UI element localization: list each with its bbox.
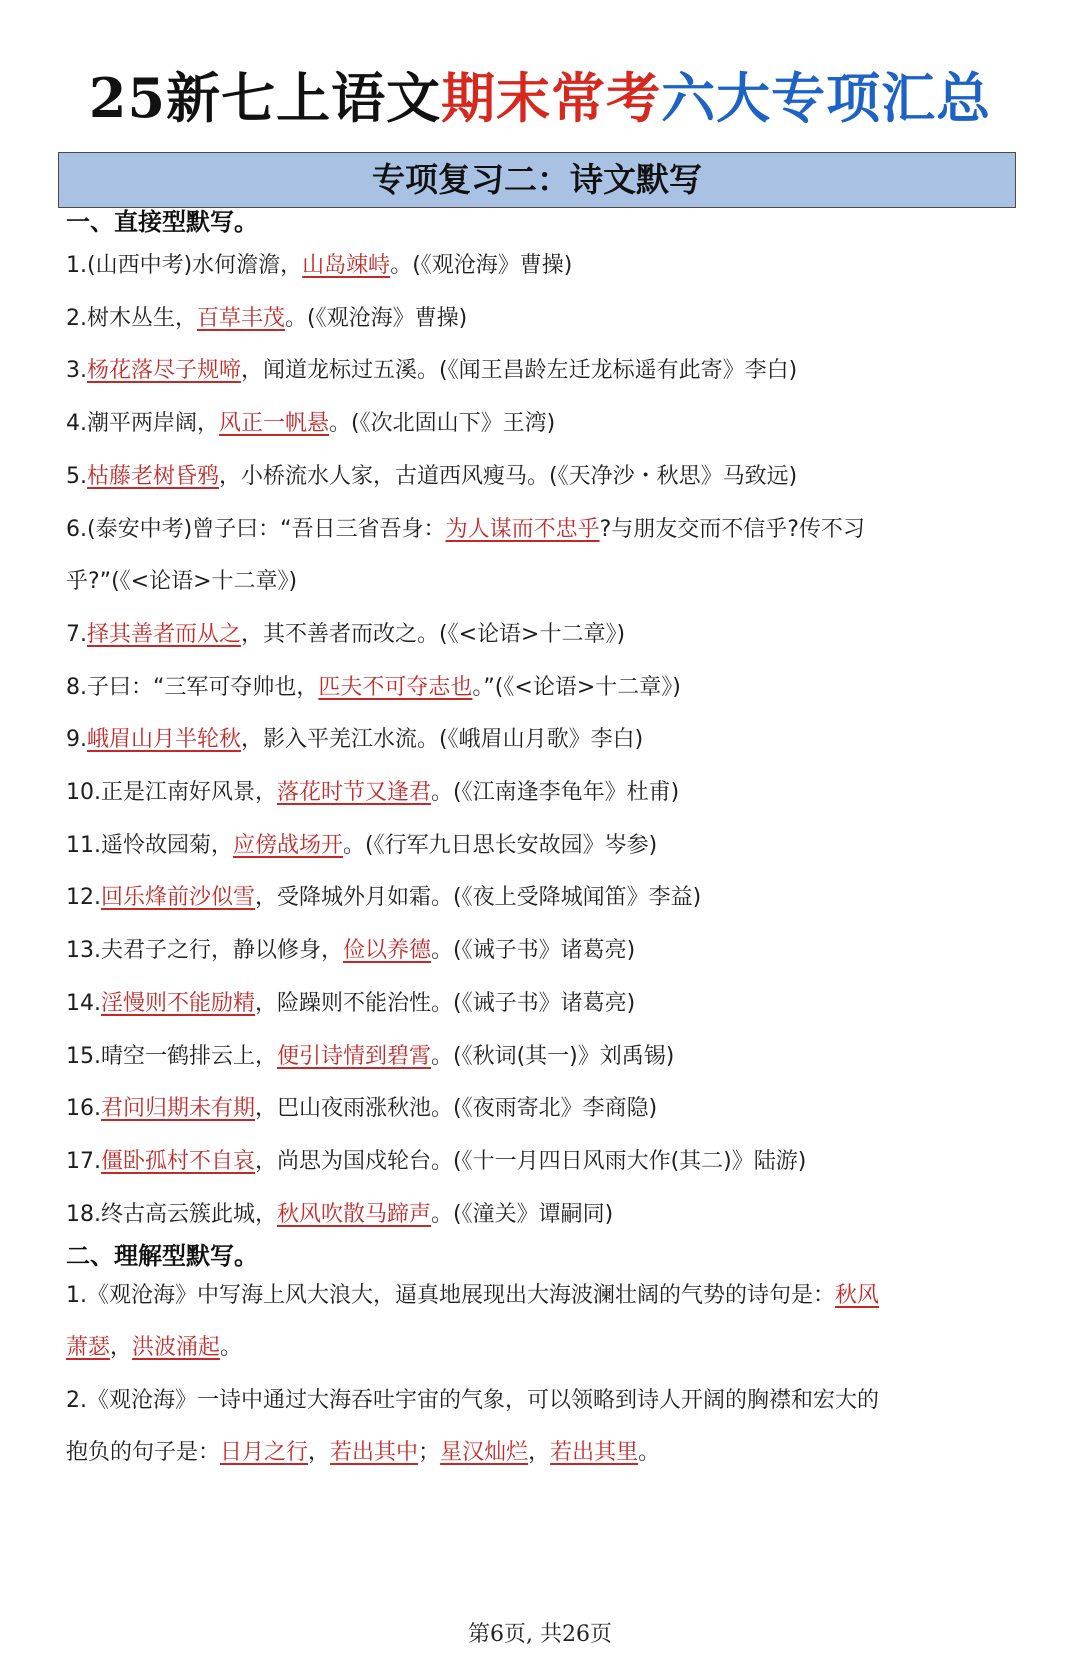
answer-text: 便引诗情到碧霄 — [277, 1043, 432, 1069]
prompt-text: 6.(泰安中考)曾子曰：“吾日三省吾身： — [66, 516, 446, 542]
prompt-text: 18.终古高云簇此城， — [66, 1201, 277, 1227]
prompt-text: 15.晴空一鹤排云上， — [66, 1043, 277, 1069]
prompt-text: 17. — [66, 1148, 101, 1174]
title-part-2: 期末常考 — [441, 66, 662, 130]
list-item — [66, 1332, 1006, 1364]
prompt-text: 14. — [66, 990, 101, 1016]
prompt-text: ，巴山夜雨涨秋池。(《夜雨寄北》李商隐) — [255, 1096, 658, 1122]
prompt-text: 13.夫君子之行，静以修身， — [66, 938, 343, 964]
list-item — [66, 935, 1006, 967]
prompt-text: 1.《观沧海》中写海上风大浪大，逼真地展现出大海波澜壮阔的气势的诗句是： — [66, 1283, 835, 1308]
list-item — [66, 619, 1006, 651]
prompt-text: ， — [528, 1440, 551, 1465]
prompt-text: 7. — [66, 621, 87, 647]
prompt-text: ?与朋友交而不信乎?传不习 — [599, 516, 865, 542]
prompt-text: 11.遥怜故园菊， — [66, 832, 233, 858]
answer-text: 择其善者而从之 — [87, 621, 242, 647]
prompt-text: 。(《潼关》谭嗣同) — [431, 1201, 614, 1227]
list-item — [66, 882, 1006, 914]
answer-text: 日月之行 — [220, 1440, 309, 1465]
section-1-heading: 一、直接型默写。 — [66, 208, 258, 236]
answer-text: 应傍战场开 — [233, 832, 344, 858]
answer-text: 秋风 — [835, 1283, 880, 1308]
prompt-text: 。(《行军九日思长安故园》岑参) — [343, 832, 658, 858]
prompt-text: 12. — [66, 885, 101, 911]
page-title — [0, 62, 1080, 134]
list-item — [66, 355, 1006, 387]
answer-text: 回乐烽前沙似雪 — [101, 885, 256, 911]
list-item — [66, 1280, 1006, 1312]
answer-text: 萧瑟 — [66, 1335, 111, 1360]
prompt-text: 2.树木丛生， — [66, 305, 197, 331]
answer-text: 君问归期未有期 — [101, 1096, 256, 1122]
list-item — [66, 250, 1006, 282]
list-item — [66, 1093, 1006, 1125]
answer-text: 百草丰茂 — [197, 305, 286, 331]
answer-text: 落花时节又逢君 — [277, 780, 432, 805]
answer-text: 秋风吹散马蹄声 — [277, 1201, 432, 1227]
prompt-text: 1.(山西中考)水何澹澹， — [66, 253, 303, 278]
section-banner: 专项复习二：诗文默写 — [58, 152, 1016, 208]
answer-text: 若出其中 — [330, 1440, 419, 1465]
list-item — [66, 777, 1006, 809]
prompt-text: ，受降城外月如霜。(《夜上受降城闻笛》李益) — [255, 885, 702, 911]
answer-text: 若出其里 — [550, 1440, 639, 1465]
list-item — [66, 1146, 1006, 1178]
prompt-text: ，险躁则不能治性。(《诫子书》诸葛亮) — [255, 990, 636, 1016]
list-item — [66, 1041, 1006, 1073]
prompt-text: ； — [418, 1440, 441, 1465]
list-item — [66, 1199, 1006, 1231]
list-item — [66, 461, 1006, 493]
list-item — [66, 724, 1006, 756]
prompt-text: 3. — [66, 358, 87, 384]
page-footer: 第6页, 共26页 — [468, 1622, 612, 1647]
prompt-text: ，尚思为国戍轮台。(《十一月四日风雨大作(其二)》陆游) — [255, 1148, 807, 1174]
prompt-text: 。(《秋词(其一)》刘禹锡) — [431, 1043, 675, 1069]
prompt-text: ，闻道龙标过五溪。(《闻王昌龄左迁龙标遥有此寄》李白) — [241, 358, 798, 384]
list-item — [66, 566, 1006, 598]
answer-text: 峨眉山月半轮秋 — [87, 727, 242, 753]
answer-text: 杨花落尽子规啼 — [87, 358, 242, 384]
list-item — [66, 303, 1006, 335]
prompt-text: 16. — [66, 1096, 101, 1122]
title-part-3: 六大专项汇总 — [661, 66, 992, 130]
prompt-text: 。(《观沧海》曹操) — [390, 253, 573, 278]
list-item — [66, 1437, 1006, 1469]
list-item — [66, 408, 1006, 440]
list-item — [66, 988, 1006, 1020]
answer-text: 枯藤老树昏鸦 — [87, 463, 220, 489]
answer-text: 淫慢则不能励精 — [101, 990, 256, 1016]
prompt-text: 。 — [220, 1335, 243, 1360]
prompt-text: 抱负的句子是： — [66, 1440, 221, 1465]
prompt-text: 8.子曰：“三军可夺帅也， — [66, 674, 319, 700]
prompt-text: 乎?”(《<论语>十二章》) — [66, 569, 298, 595]
prompt-text: 9. — [66, 727, 87, 753]
answer-text: 匹夫不可夺志也 — [318, 674, 473, 700]
answer-text: 洪波涌起 — [132, 1335, 221, 1360]
prompt-text: 5. — [66, 463, 87, 489]
prompt-text: 。(《次北固山下》王湾) — [329, 411, 556, 437]
answer-text: 俭以养德 — [343, 938, 432, 964]
title-part-1: 25新七上语文 — [88, 66, 442, 130]
prompt-text: 。(《观沧海》曹操) — [285, 305, 468, 331]
section-2-heading: 二、理解型默写。 — [66, 1242, 258, 1270]
prompt-text: ，小桥流水人家，古道西风瘦马。(《天净沙・秋思》马致远) — [219, 463, 798, 489]
prompt-text: ， — [110, 1335, 133, 1360]
prompt-text: 10.正是江南好风景， — [66, 780, 277, 805]
list-item — [66, 672, 1006, 704]
prompt-text: ，影入平羌江水流。(《峨眉山月歌》李白) — [241, 727, 644, 753]
prompt-text: 。”(《<论语>十二章》) — [472, 674, 681, 700]
list-item — [66, 830, 1006, 862]
prompt-text: 。(《诫子书》诸葛亮) — [431, 938, 636, 964]
answer-text: 风正一帆悬 — [219, 411, 330, 437]
answer-text: 星汉灿烂 — [440, 1440, 529, 1465]
list-item — [66, 1385, 1006, 1417]
prompt-text: 4.潮平两岸阔， — [66, 411, 219, 437]
prompt-text: 。 — [638, 1440, 661, 1465]
answer-text: 为人谋而不忠乎 — [445, 516, 600, 542]
list-item — [66, 514, 1006, 546]
prompt-text: 。(《江南逢李龟年》杜甫) — [431, 780, 680, 805]
answer-text: 山岛竦峙 — [302, 253, 391, 278]
answer-text: 僵卧孤村不自哀 — [101, 1148, 256, 1174]
prompt-text: ， — [308, 1440, 331, 1465]
prompt-text: 2.《观沧海》一诗中通过大海吞吐宇宙的气象，可以领略到诗人开阔的胸襟和宏大的 — [66, 1388, 879, 1413]
prompt-text: ，其不善者而改之。(《<论语>十二章》) — [241, 621, 626, 647]
